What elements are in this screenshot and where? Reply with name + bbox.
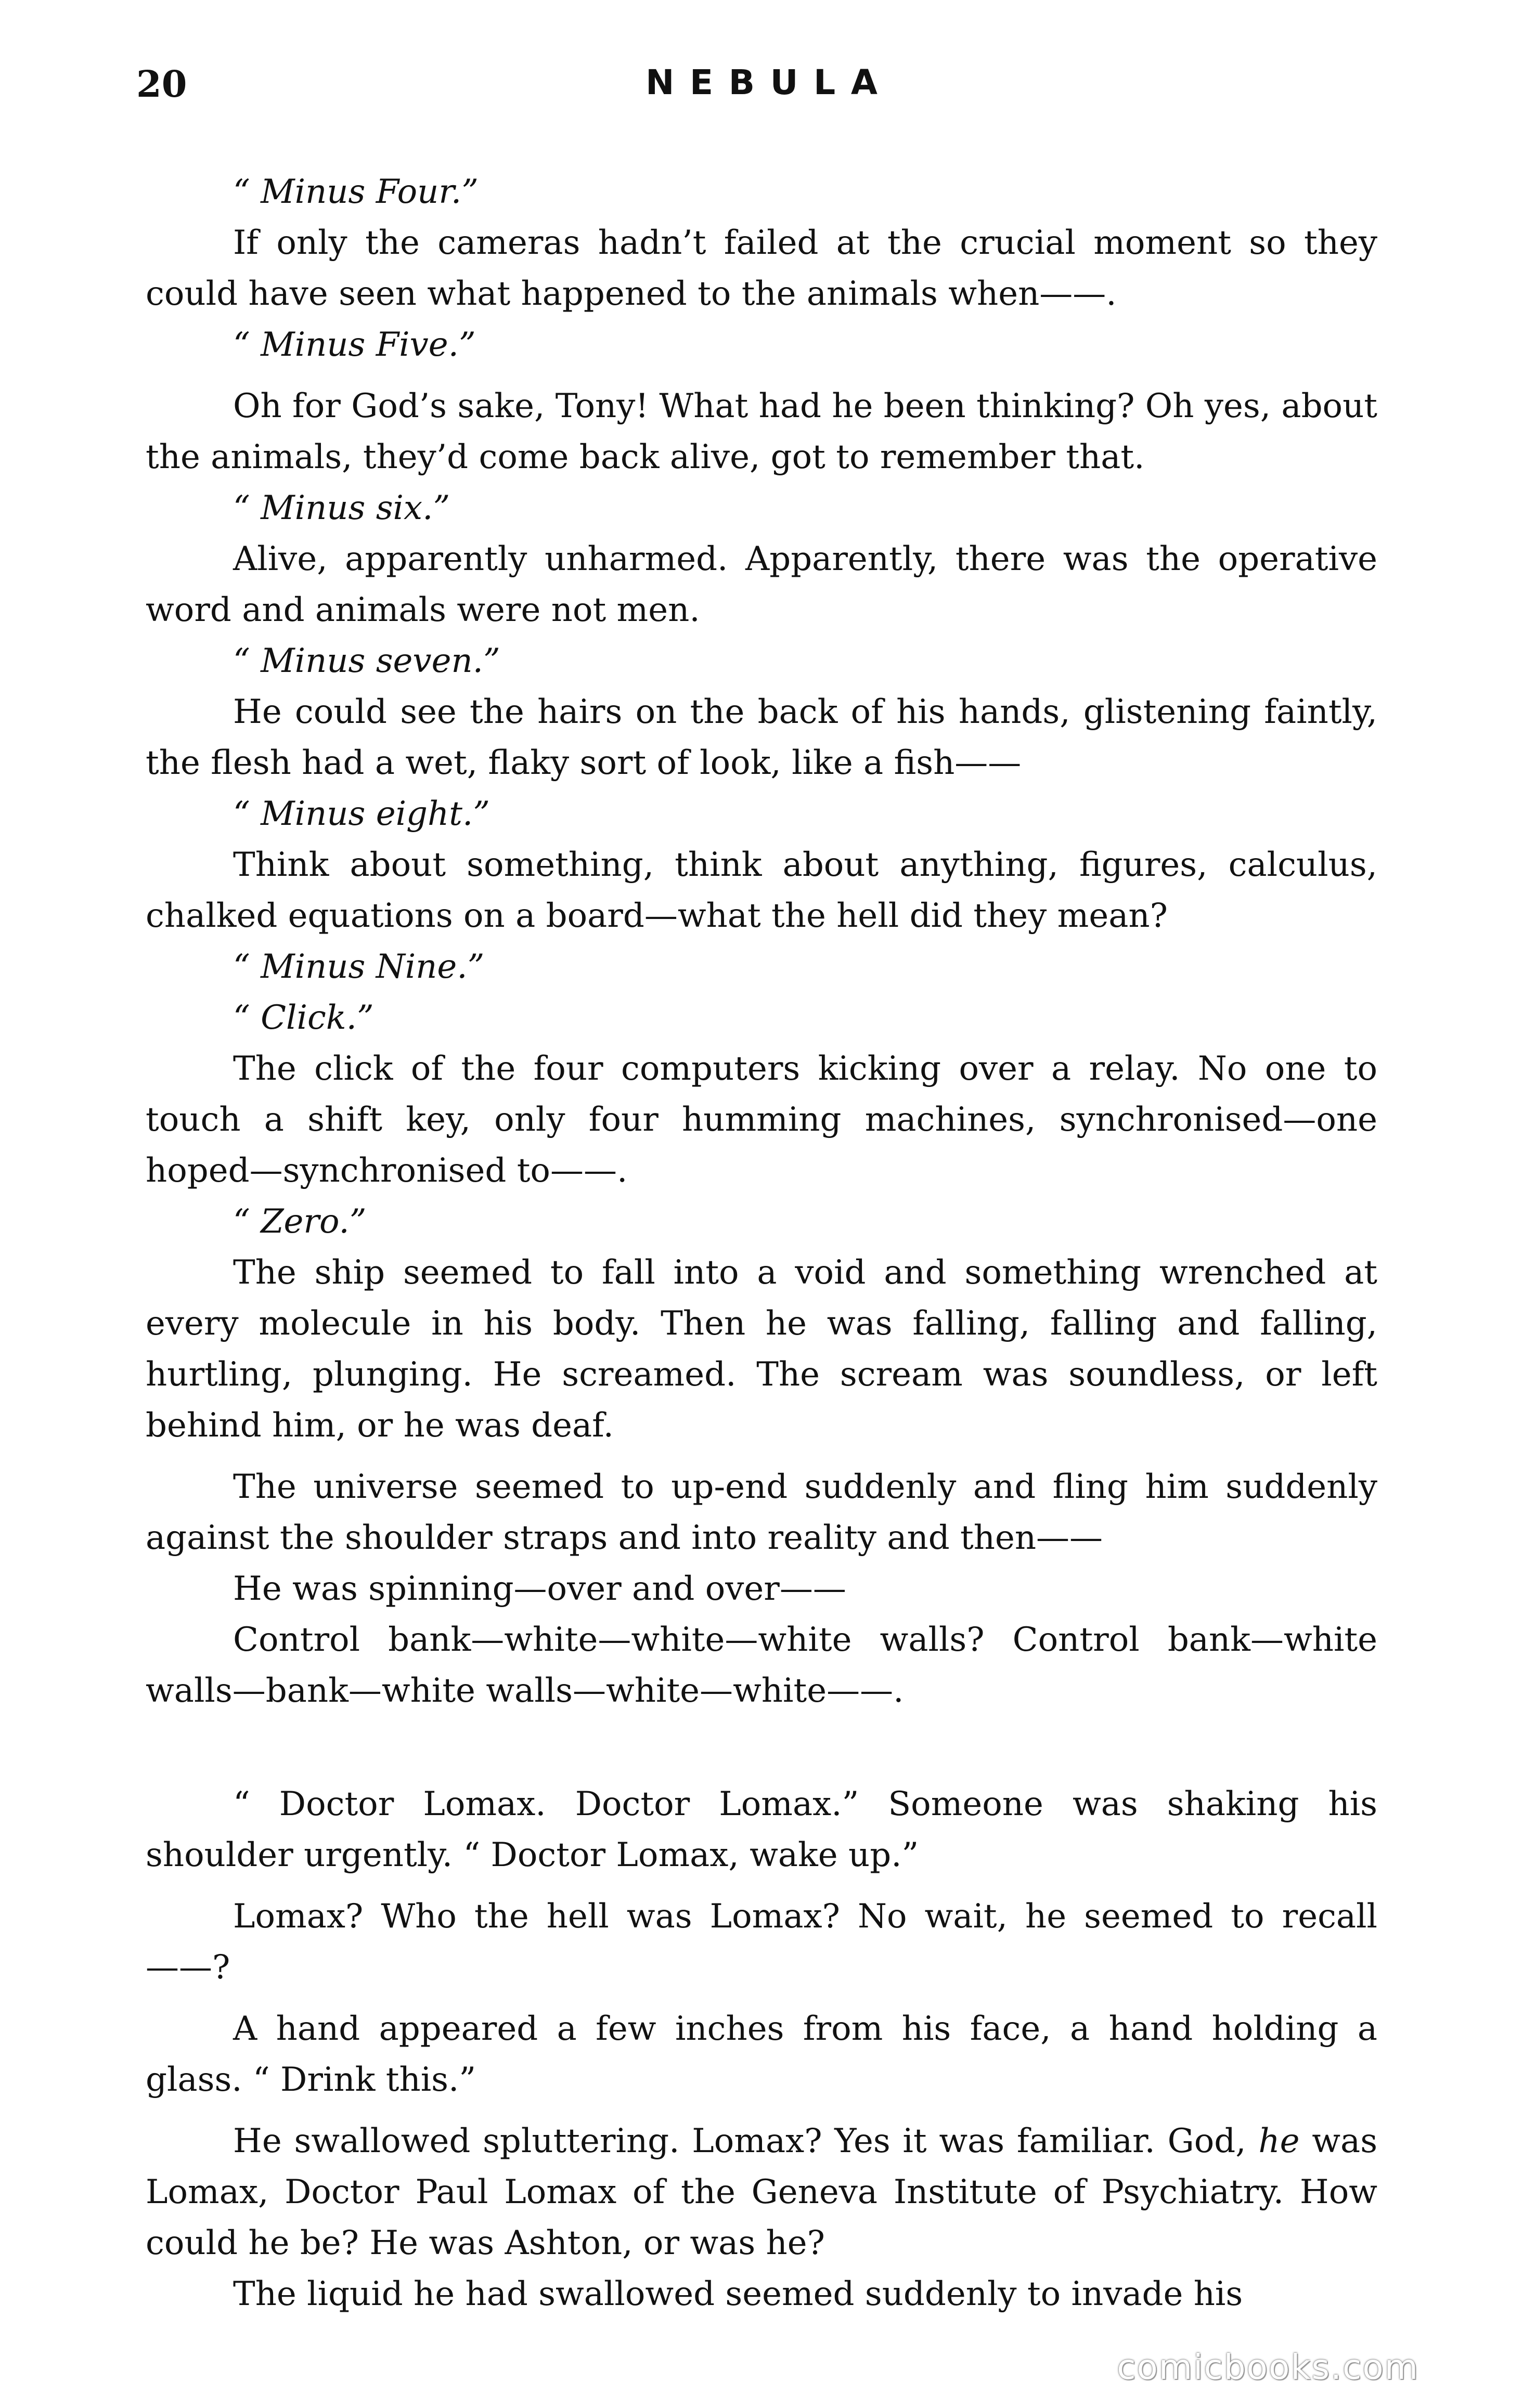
paragraph: Alive, apparently unharmed. Apparently, there was the operative word and animals were not men. bbox=[146, 540, 1377, 629]
paragraph: The universe seemed to up-end suddenly and fling him suddenly against the shoulder straps and into reality and then—— bbox=[146, 1468, 1377, 1557]
paragraph: The liquid he had swallowed seemed suddenly to invade his bbox=[233, 2275, 1243, 2313]
countdown-line: “ Minus Nine.” bbox=[233, 948, 485, 986]
page-number: 20 bbox=[136, 62, 187, 106]
countdown-line: “ Minus six.” bbox=[233, 489, 450, 527]
watermark: comicbooks.com bbox=[1117, 2347, 1419, 2387]
paragraph: Oh for God’s sake, Tony! What had he been thinking? Oh yes, about the animals, they’d come back alive, got to remember that. bbox=[146, 387, 1377, 476]
paragraph: He was spinning—over and over—— bbox=[233, 1570, 846, 1608]
countdown-line: “ Click.” bbox=[233, 999, 374, 1037]
paragraph: He could see the hairs on the back of his hands, glistening faintly, the flesh had a wet, flaky sort of look, like a fish—— bbox=[146, 693, 1377, 782]
countdown-line: “ Minus seven.” bbox=[233, 642, 500, 680]
countdown-line: “ Zero.” bbox=[233, 1202, 367, 1241]
paragraph: Think about something, think about anything, figures, calculus, chalked equations on a board—what the hell did they mean? bbox=[146, 846, 1377, 935]
story-text bbox=[146, 166, 1377, 2320]
paragraph: The click of the four computers kicking over a relay. No one to touch a shift key, only four humming machines, synchronised—one hoped—synchronised to——. bbox=[146, 1050, 1377, 1190]
running-head: NEBULA bbox=[646, 62, 893, 102]
emphasized-word: he bbox=[1258, 2122, 1300, 2160]
countdown-line: “ Minus eight.” bbox=[233, 795, 490, 833]
paragraph: “ Doctor Lomax. Doctor Lomax.” Someone was shaking his shoulder urgently. “ Doctor Lomax, wake up.” bbox=[146, 1785, 1377, 1874]
paragraph: The ship seemed to fall into a void and something wrenched at every molecule in his body. Then he was falling, falling and falling, hurtling, plunging. He screamed. The scream was soundless, or left behind him, or he was deaf. bbox=[146, 1253, 1377, 1445]
countdown-line: “ Minus Five.” bbox=[233, 326, 476, 364]
paragraph bbox=[146, 2116, 1377, 2269]
paragraph: If only the cameras hadn’t failed at the crucial moment so they could have seen what happened to the animals when——. bbox=[146, 224, 1377, 313]
paragraph: Lomax? Who the hell was Lomax? No wait, he seemed to recall——? bbox=[146, 1897, 1377, 1987]
countdown-line: “ Minus Four.” bbox=[233, 173, 479, 211]
paragraph-rest: was Lomax, Doctor Paul Lomax of the Geneva Institute of Psychiatry. How could he be? He was Ashton, or was he? bbox=[146, 2122, 1378, 2262]
page-header bbox=[136, 62, 1387, 125]
paragraph-lead: He swallowed spluttering. Lomax? Yes it was familiar. God, bbox=[233, 2122, 1246, 2160]
paragraph: A hand appeared a few inches from his face, a hand holding a glass. “ Drink this.” bbox=[146, 2010, 1377, 2099]
paragraph: Control bank—white—white—white walls? Control bank—white walls—bank—white walls—white—white——. bbox=[146, 1621, 1377, 1710]
